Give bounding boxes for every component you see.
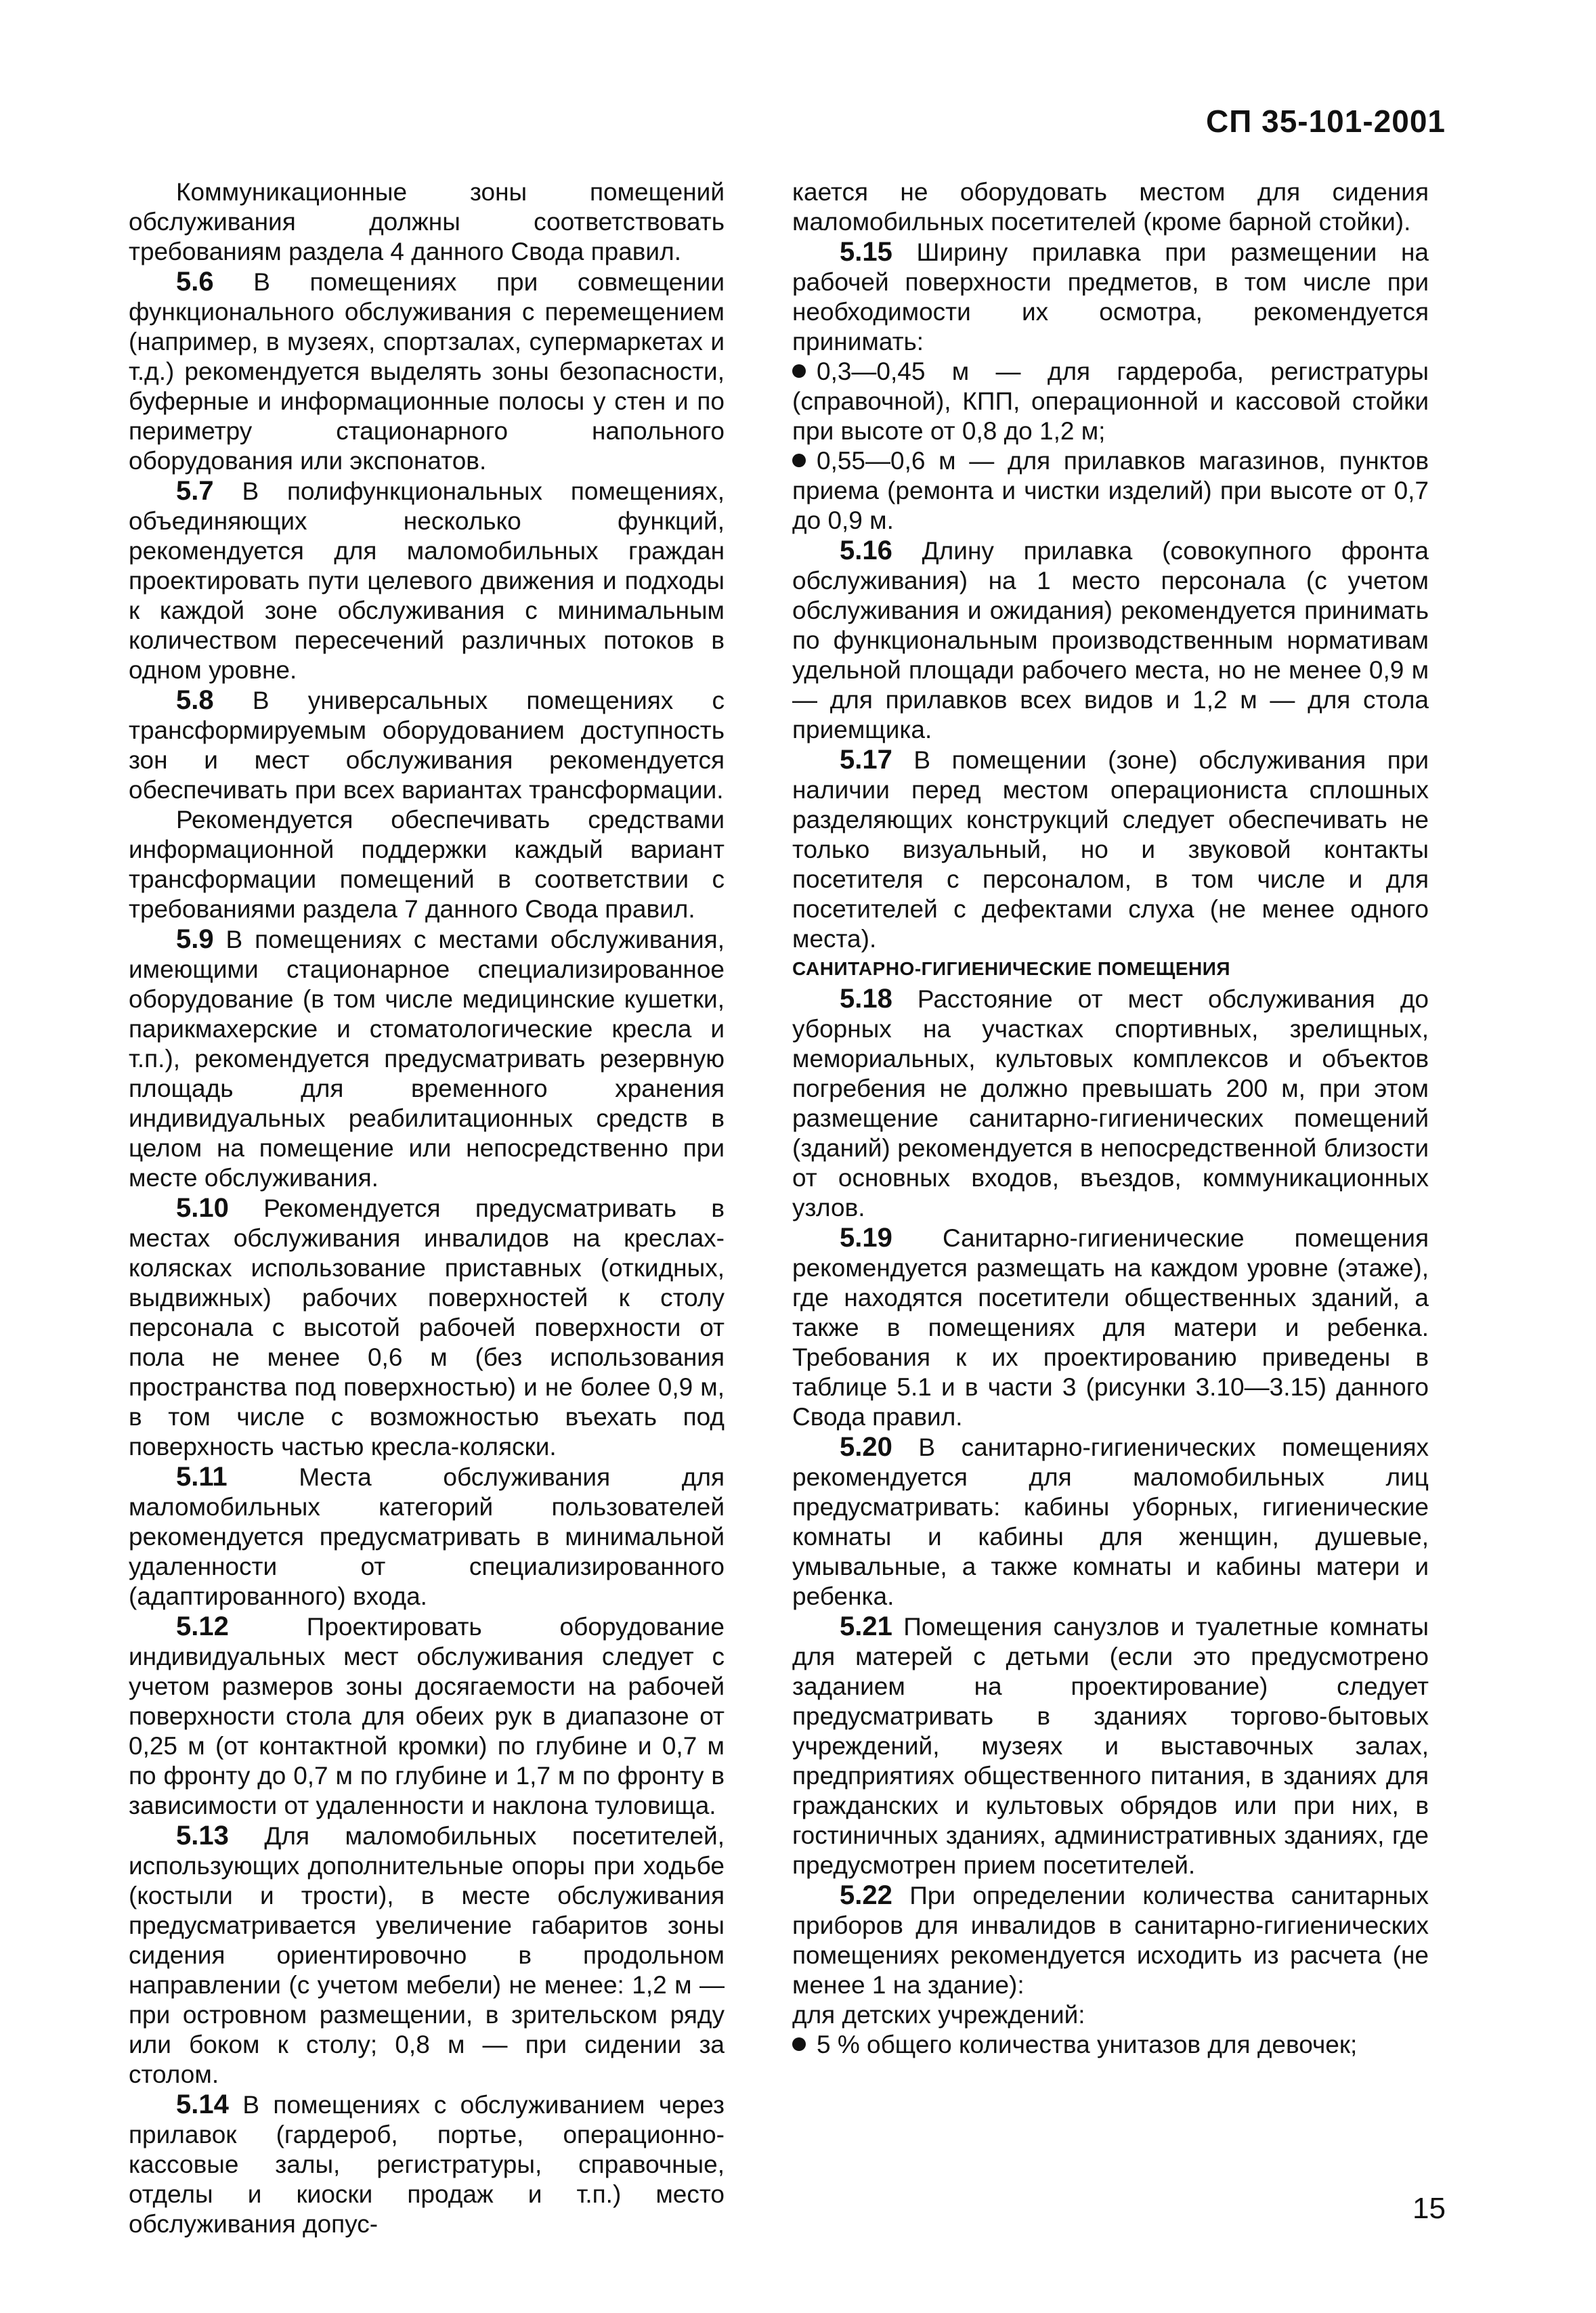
clause-text: Помещения санузлов и туалетные комнаты для матерей с детьми (если это предусмотрено заданием на проектирование) следует предусматривать в зданиях торгово-бытовых учреждений, музеях и выставочных залах, предприятиях общественного питания, в зданиях для гражданских и культовых обрядов или при них, в гостиничных зданиях, административных зданиях, где предусмотрен прием посетителей. [792, 1613, 1429, 1879]
paragraph-5-22 [792, 1880, 1429, 2000]
paragraph-5-14 [129, 2090, 725, 2239]
clause-number: 5.17 [840, 745, 892, 775]
clause-text: Для маломобильных посетителей, использующих дополнительные опоры при ходьбе (костыли и трости), в месте обслуживания предусматривается увеличение габаритов зоны сидения ориентировочно в продольном направлении (с учетом мебели) не менее: 1,2 м — при островном размещении, в зрительском ряду или боком к столу; 0,8 м — при сидении за столом. [129, 1822, 725, 2088]
section-heading: САНИТАРНО-ГИГИЕНИЧЕСКИЕ ПОМЕЩЕНИЯ [792, 958, 1230, 979]
bullet-icon [792, 454, 806, 467]
clause-text: Места обслуживания для маломобильных категорий пользователей рекомендуется предусматривать в минимальной удаленности от специализированного (адаптированного) входа. [129, 1463, 725, 1610]
bullet-item [792, 357, 1429, 446]
paragraph-5-18 [792, 984, 1429, 1223]
paragraph-5-12 [129, 1612, 725, 1821]
clause-text: Санитарно-гигиенические помещения рекомендуется размещать на каждом уровне (этаже), где находятся посетители общественных зданий, а также в помещениях для матери и ребенка. Требования к их проектированию приведены в таблице 5.1 и в части 3 (рисунки 3.10—3.15) данного Свода правил. [792, 1224, 1429, 1431]
bullet-icon [792, 364, 806, 378]
clause-number: 5.15 [840, 237, 892, 267]
clause-text: Ширину прилавка при размещении на рабочей поверхности предметов, в том числе при необходимости их осмотра, рекомендуется принимать: [792, 238, 1429, 355]
paragraph-5-9 [129, 924, 725, 1193]
clause-number: 5.11 [176, 1462, 228, 1492]
left-column [129, 177, 725, 2239]
paragraph-intro: Коммуникационные зоны помещений обслуживания должны соответствовать требованиям раздела 4 данного Свода правил. [129, 178, 725, 265]
paragraph-5-13 [129, 1821, 725, 2090]
paragraph-5-17 [792, 745, 1429, 954]
clause-number: 5.20 [840, 1432, 892, 1462]
clause-number: 5.9 [176, 924, 214, 954]
paragraph-5-7 [129, 476, 725, 685]
paragraph-5-8 [129, 685, 725, 805]
bullet-icon [792, 2037, 806, 2051]
clause-text: В помещениях с обслуживанием через прилавок (гардероб, портье, операционно-кассовые залы, регистратуры, справочные, отделы и киоски продаж и т.п.) место обслуживания допус- [129, 2091, 725, 2238]
clause-text: Рекомендуется предусматривать в местах обслуживания инвалидов на креслах-колясках использование приставных (откидных, выдвижных) рабочих поверхностей к столу персонала с высотой рабочей поверхности от пола не менее 0,6 м (без использования пространства под поверхностью) и не более 0,9 м, в том числе с возможностью въехать под поверхность частью кресла-коляски. [129, 1194, 725, 1461]
bullet-text: 0,55—0,6 м — для прилавков магазинов, пунктов приема (ремонта и чистки изделий) при высоте от 0,7 до 0,9 м. [792, 447, 1429, 534]
paragraph-5-21 [792, 1612, 1429, 1880]
clause-number: 5.6 [176, 267, 214, 297]
clause-number: 5.19 [840, 1223, 892, 1253]
paragraph-5-16 [792, 536, 1429, 745]
clause-number: 5.22 [840, 1880, 892, 1910]
right-column [792, 177, 1429, 2060]
clause-number: 5.8 [176, 685, 214, 715]
paragraph-5-8-extra: Рекомендуется обеспечивать средствами информационной поддержки каждый вариант трансформации помещений в соответствии с требованиями раздела 7 данного Свода правил. [129, 806, 725, 923]
clause-text: В помещениях при совмещении функционального обслуживания с перемещением (например, в музеях, спортзалах, супермаркетах и т.д.) рекомендуется выделять зоны безопасности, буферные и информационные полосы у стен и по периметру стационарного напольного оборудования или экспонатов. [129, 268, 725, 475]
clause-number: 5.13 [176, 1821, 229, 1851]
clause-text: Проектировать оборудование индивидуальных мест обслуживания следует с учетом размеров зоны досягаемости на рабочей поверхности стола для обеих рук в диапазоне от 0,25 м (от контактной кромки) по глубине и 0,7 м по фронту до 0,7 м по глубине и 1,7 м по фронту в зависимости от удаленности и наклона туловища. [129, 1613, 725, 1819]
clause-number: 5.12 [176, 1612, 229, 1641]
clause-number: 5.7 [176, 476, 214, 506]
clause-number: 5.18 [840, 984, 892, 1014]
paragraph-5-14-continued: кается не оборудовать местом для сидения маломобильных посетителей (кроме барной стойки). [792, 178, 1429, 236]
clause-number: 5.21 [840, 1612, 892, 1641]
bullet-text: 5 % общего количества унитазов для девочек; [817, 2031, 1358, 2058]
bullet-text: 0,3—0,45 м — для гардероба, регистратуры (справочной), КПП, операционной и кассовой стойки при высоте от 0,8 до 1,2 м; [792, 358, 1429, 445]
clause-text: В универсальных помещениях с трансформируемым оборудованием доступность зон и мест обслуживания рекомендуется обеспечивать при всех вариантах трансформации. [129, 687, 725, 804]
paragraph-5-20 [792, 1432, 1429, 1612]
sub-heading: для детских учреждений: [792, 2001, 1085, 2029]
page-number: 15 [1412, 2192, 1446, 2225]
clause-text: Длину прилавка (совокупного фронта обслуживания) на 1 место персонала (с учетом обслуживания и ожидания) рекомендуется принимать по функциональным производственным нормативам удельной площади рабочего места, но не менее 0,9 м — для прилавков всех видов и 1,2 м — для стола приемщика. [792, 537, 1429, 743]
clause-text: При определении количества санитарных приборов для инвалидов в санитарно-гигиенических помещениях рекомендуется исходить из расчета (не менее 1 на здание): [792, 1882, 1429, 1999]
clause-text: В полифункциональных помещениях, объединяющих несколько функций, рекомендуется для маломобильных граждан проектировать пути целевого движения и подходы к каждой зоне обслуживания с минимальным количеством пересечений различных потоков в одном уровне. [129, 477, 725, 684]
paragraph-5-10 [129, 1193, 725, 1462]
clause-text: В помещении (зоне) обслуживания при наличии перед местом операциониста сплошных разделяющих конструкций следует обеспечивать не только визуальный, но и звуковой контакты посетителя с персоналом, в том числе и для посетителей с дефектами слуха (не менее одного места). [792, 746, 1429, 953]
clause-text: Расстояние от мест обслуживания до уборных на участках спортивных, зрелищных, мемориальных, культовых комплексов и объектов погребения не должно превышать 200 м, при этом размещение санитарно-гигиенических помещений (зданий) рекомендуется в непосредственной близости от основных входов, въездов, коммуникационных узлов. [792, 985, 1429, 1222]
bullet-item [792, 446, 1429, 536]
bullet-item [792, 2030, 1429, 2060]
paragraph-5-15 [792, 237, 1429, 357]
clause-text: В помещениях с местами обслуживания, имеющими стационарное специализированное оборудование (в том числе медицинские кушетки, парикмахерские и стоматологические кресла и т.п.), рекомендуется предусматривать резервную площадь для временного хранения индивидуальных реабилитационных средств в целом на помещение или непосредственно при месте обслуживания. [129, 926, 725, 1192]
paragraph-5-11 [129, 1462, 725, 1612]
paragraph-5-6 [129, 267, 725, 476]
paragraph-5-19 [792, 1223, 1429, 1432]
document-code: СП 35-101-2001 [1206, 104, 1446, 139]
clause-number: 5.10 [176, 1193, 229, 1223]
clause-text: В санитарно-гигиенических помещениях рекомендуется для маломобильных лиц предусматривать: кабины уборных, гигиенические комнаты и кабины для женщин, душевые, умывальные, а также комнаты и кабины матери и ребенка. [792, 1433, 1429, 1610]
clause-number: 5.16 [840, 536, 892, 565]
clause-number: 5.14 [176, 2090, 229, 2119]
